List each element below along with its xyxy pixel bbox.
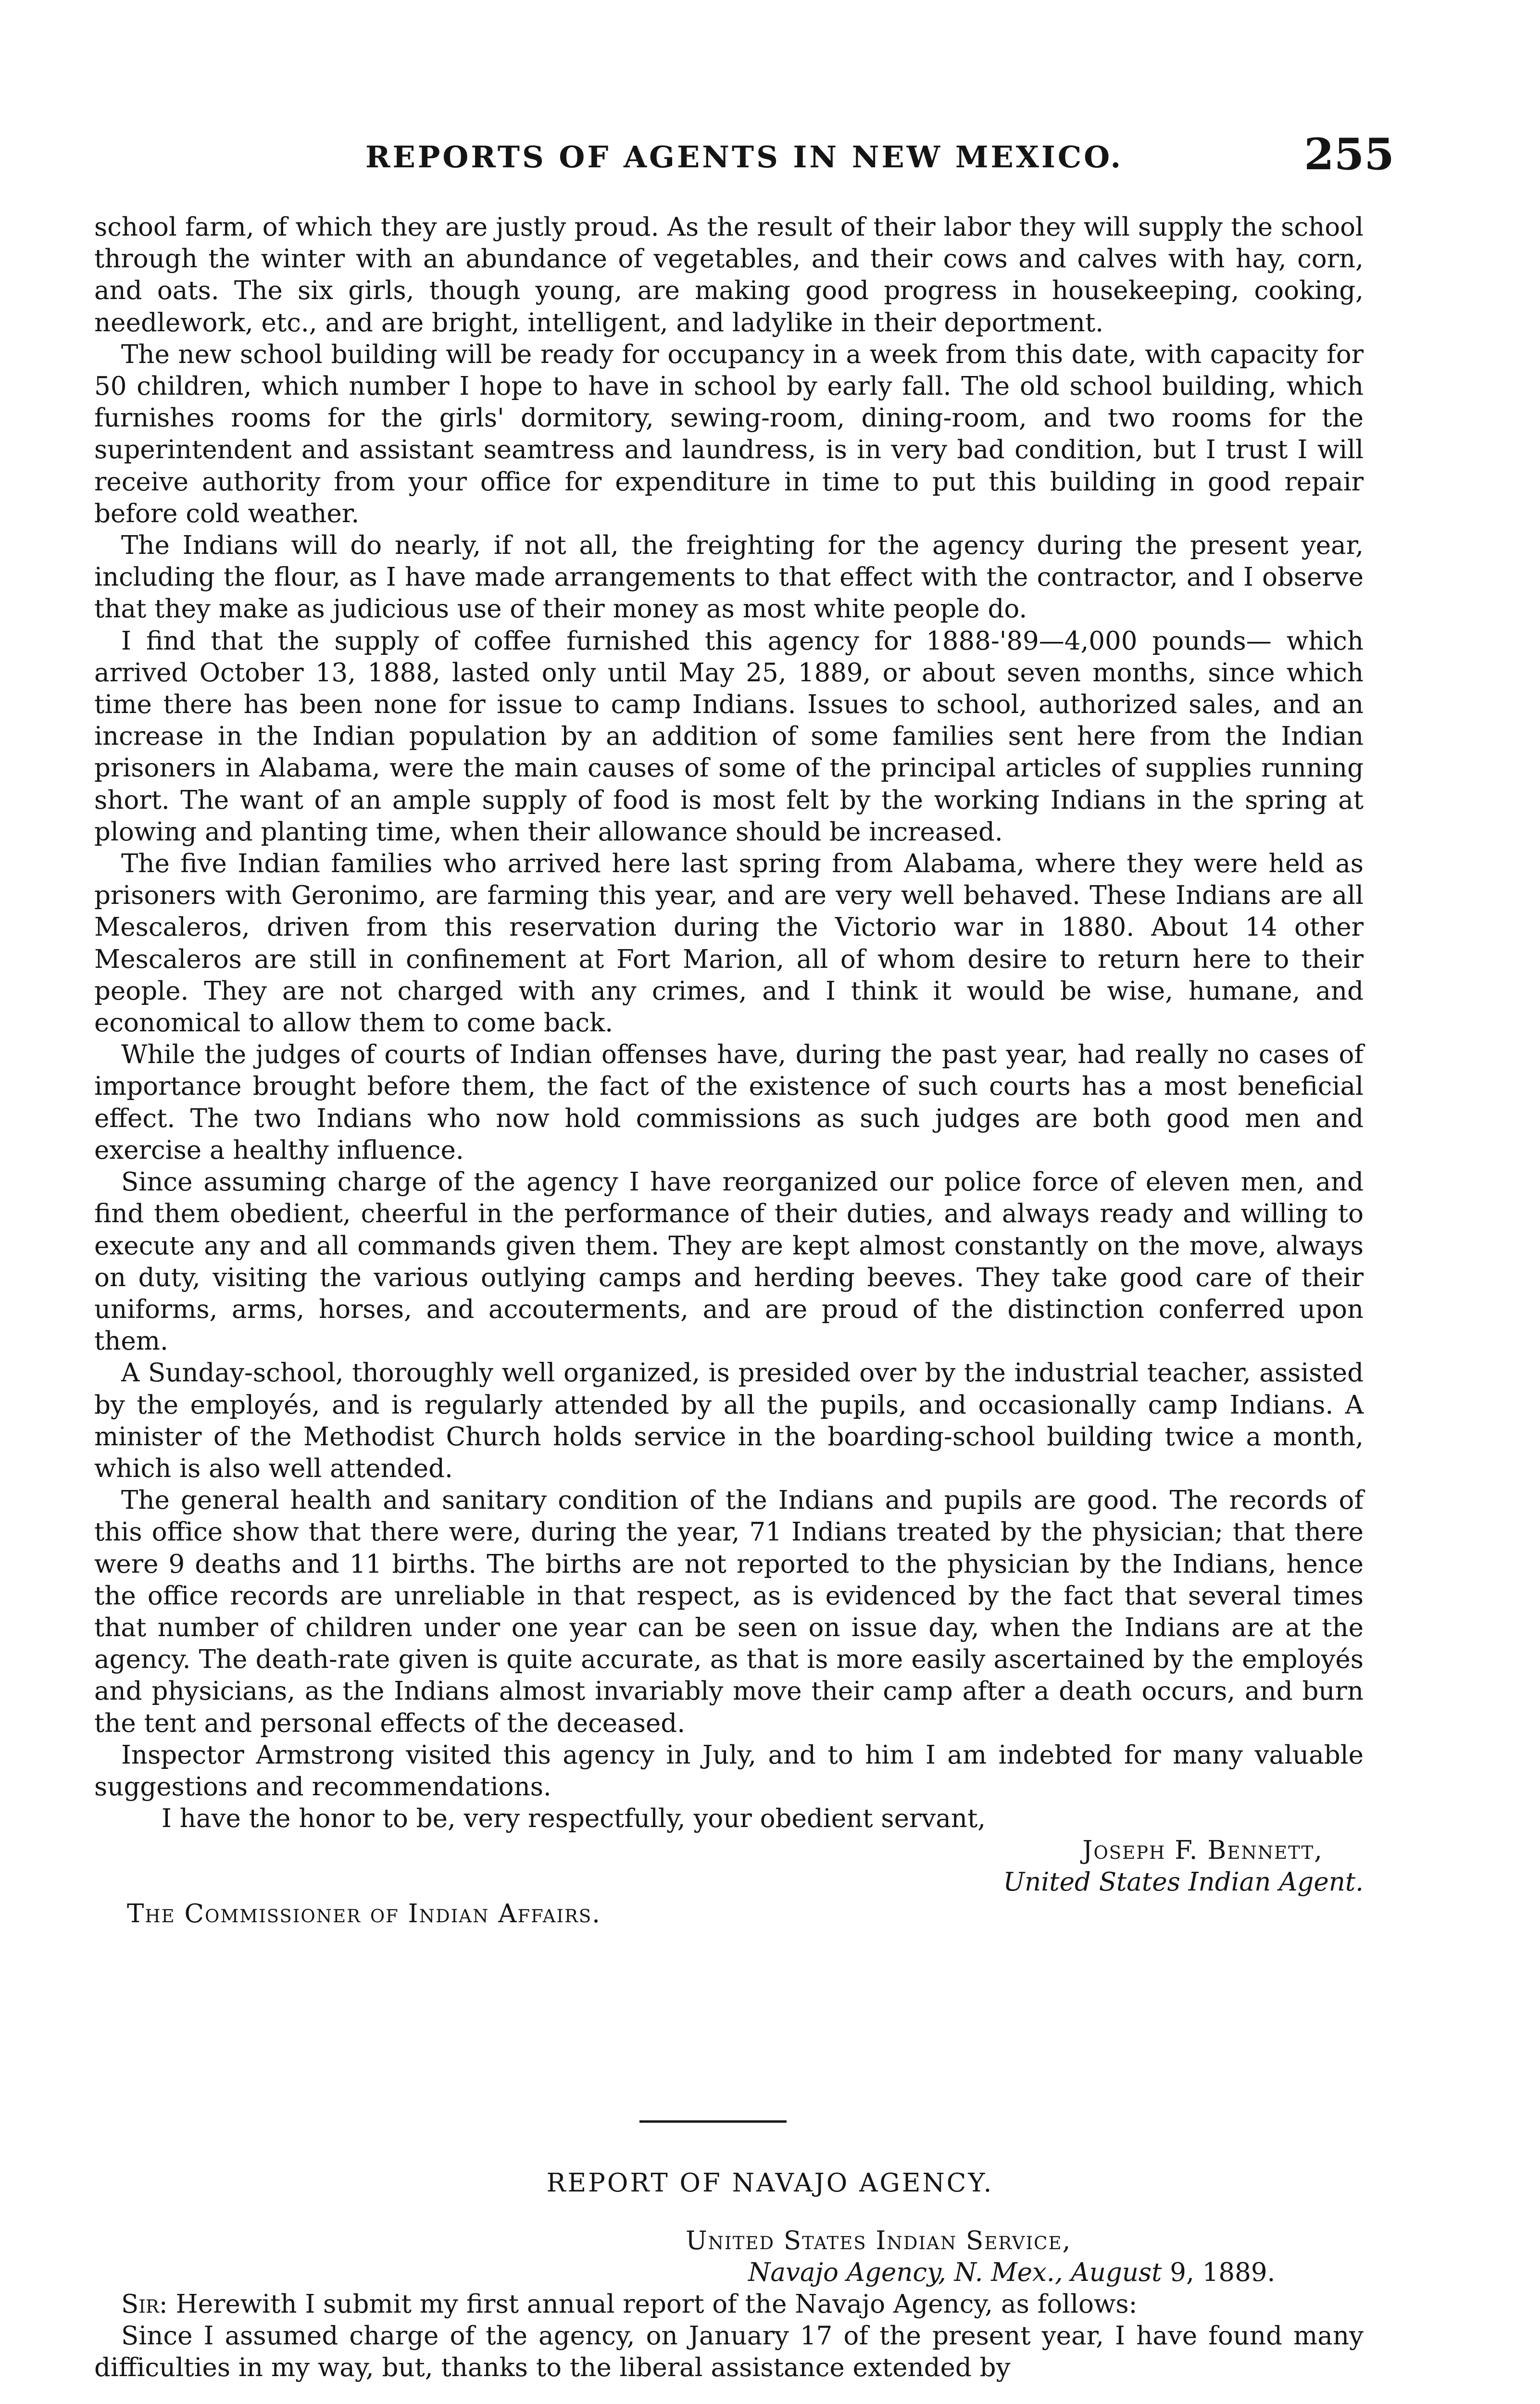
dateline [94, 2225, 1364, 2289]
paragraph-freighting: The Indians will do nearly, if not all, the freighting for the agency during the present year, including the flour, as I have made arrangements to that effect with the contractor, and I observe that they make as judicious use of their money as most white people do. [94, 531, 1364, 624]
paragraph-coffee-supply: I find that the supply of coffee furnished this agency for 1888-'89—4,000 pounds— which arrived October 13, 1888, lasted only until May 25, 1889, or about seven months, since which time there has been none for issue to camp Indians. Issues to school, authorized sales, and an increase in the Indian population by an addition of some families sent here from the Indian prisoners in Alabama, were the main causes of some of the principal articles of supplies running short. The want of an ample supply of food is most felt by the working Indians in the spring at plowing and planting time, when their allowance should be increased. [94, 626, 1364, 847]
dateline-service: United States Indian Service, [686, 2226, 1072, 2255]
paragraph-sunday-school: A Sunday-school, thoroughly well organized, is presided over by the industrial teacher, assisted by the employés, and is regularly attended by all the pupils, and occasionally camp Indians. A minister of the Methodist Church holds service in the boarding-school building twice a month, which is also well attended. [94, 1358, 1364, 1483]
salutation-text: Herewith I submit my first annual report of the Navajo Agency, as follows: [175, 2290, 1138, 2319]
section-divider [639, 2120, 787, 2123]
paragraph-indian-families: The five Indian families who arrived here last spring from Alabama, where they were held as prisoners with Geronimo, are farming this year, and are very well behaved. These Indians are all Mescaleros, driven from this reservation during the Victorio war in 1880. About 14 other Mescaleros are still in confinement at Fort Marion, all of whom desire to return here to their people. They are not charged with any crimes, and I think it would be wise, humane, and economical to allow them to come back. [94, 849, 1364, 1038]
salutation-key: Sir: [121, 2290, 168, 2319]
paragraph-assumed-charge: Since I assumed charge of the agency, on January 17 of the present year, I have found many difficulties in my way, but, thanks to the liberal assistance extended by [94, 2321, 1364, 2383]
paragraph-school-farm: school farm, of which they are justly proud. As the result of their labor they will supply the school through the winter with an abundance of vegetables, and their cows and calves with hay, corn, and oats. The six girls, though young, are making good progress in housekeeping, cooking, needlework, etc., and are bright, intelligent, and ladylike in their deportment. [94, 213, 1364, 338]
salutation [94, 2289, 1364, 2320]
paragraph-courts: While the judges of courts of Indian offenses have, during the past year, had really no cases of importance brought before them, the fact of the existence of such courts has a most beneficial effect. The two Indians who now hold commissions as such judges are both good men and exercise a healthy influence. [94, 1040, 1364, 1165]
paragraph-inspector: Inspector Armstrong visited this agency in July, and to him I am indebted for many valuable suggestions and recommendations. [94, 1740, 1364, 1802]
signature-block [94, 1835, 1364, 1898]
navajo-report-heading: REPORT OF NAVAJO AGENCY. [546, 2168, 994, 2198]
page-number: 255 [1304, 129, 1394, 180]
dateline-place-italic: Navajo Agency, N. Mex., August [748, 2258, 1162, 2287]
closing-line: I have the honor to be, very respectfully, your obedient servant, [162, 1804, 986, 1834]
running-head [96, 129, 1394, 183]
running-head-title: REPORTS OF AGENTS IN NEW MEXICO. [365, 139, 1124, 175]
signature-name: Joseph F. Bennett, [1082, 1836, 1323, 1866]
paragraph-new-school-building: The new school building will be ready for occupancy in a week from this date, with capacity for 50 children, which number I hope to have in school by early fall. The old school building, which furnishes rooms for the girls' dormitory, sewing-room, dining-room, and two rooms for the superintendent and assistant seamtress and laundress, is in very bad condition, but I trust I will receive authority from your office for expenditure in time to put this building in good repair before cold weather. [94, 339, 1364, 528]
addressee: The Commissioner of Indian Affairs. [127, 1899, 601, 1929]
report-body [94, 212, 1364, 1930]
navajo-report-body [94, 2225, 1364, 2384]
paragraph-police-force: Since assuming charge of the agency I have reorganized our police force of eleven men, and find them obedient, cheerful in the performance of their duties, and always ready and willing to execute any and all commands given them. They are kept almost constantly on the move, always on duty, visiting the various outlying camps and herding beeves. They take good care of their uniforms, arms, horses, and accouterments, and are proud of the distinction conferred upon them. [94, 1167, 1364, 1356]
dateline-date: 9, 1889. [1170, 2258, 1276, 2287]
signature-title: United States Indian Agent. [1003, 1867, 1364, 1897]
dateline-place [748, 2257, 1275, 2289]
paragraph-health: The general health and sanitary condition of the Indians and pupils are good. The records of this office show that there were, during the year, 71 Indians treated by the physician; that there were 9 deaths and 11 births. The births are not reported to the physician by the Indians, hence the office records are unreliable in that respect, as is evidenced by the fact that several times that number of children under one year can be seen on issue day, when the Indians are at the agency. The death-rate given is quite accurate, as that is more easily ascertained by the employés and physicians, as the Indians almost invariably move their camp after a death occurs, and burn the tent and personal effects of the deceased. [94, 1486, 1364, 1738]
